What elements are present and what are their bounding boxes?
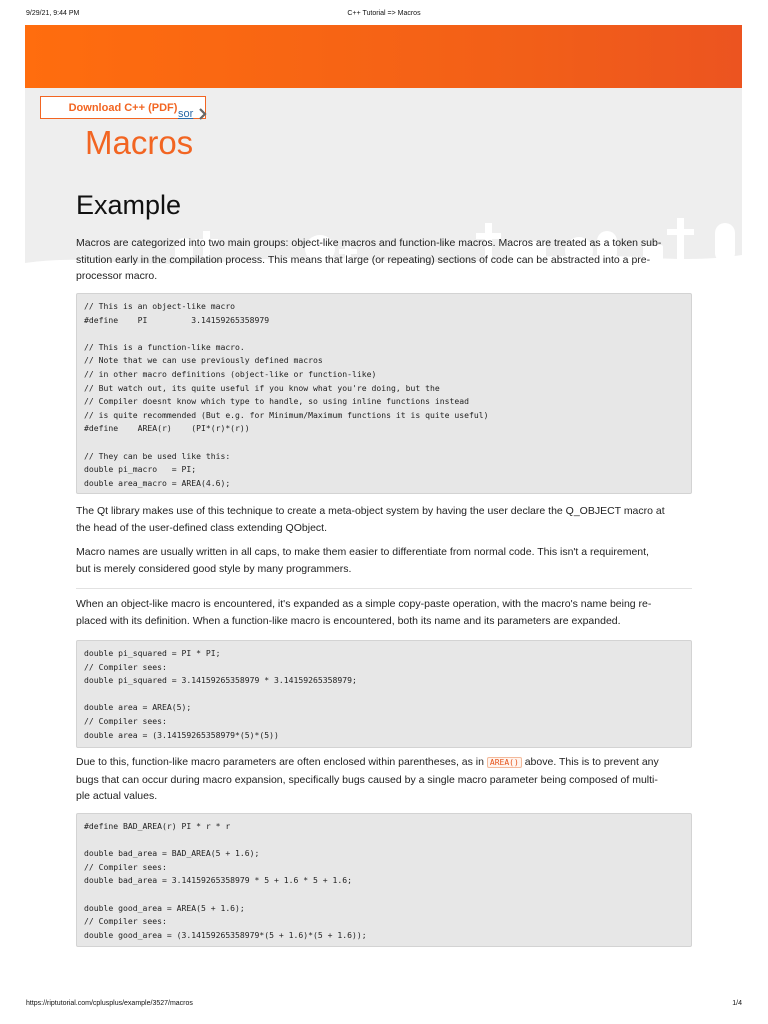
text-line: but is merely considered good style by many programmers. bbox=[76, 562, 352, 575]
text-line: placed with its definition. When a function-like macro is encountered, both its name and its parameters are expanded. bbox=[76, 614, 621, 627]
code-block-bad-area bbox=[76, 813, 692, 947]
code-line: // This is an object-like macro bbox=[84, 301, 236, 311]
code-line: // Compiler doesnt know which type to handle, so using inline functions instead bbox=[84, 396, 469, 407]
code-line: // But watch out, its quite useful if you know what you're doing, but the bbox=[84, 382, 440, 393]
text-line: When an object-like macro is encountered, it's expanded as a simple copy-paste operation, with the macro's name being re- bbox=[76, 598, 652, 610]
qt-paragraph bbox=[76, 503, 692, 536]
text-line: Macro names are usually written in all caps, to make them easier to differentiate from normal code. This isn't a requirement, bbox=[76, 546, 649, 558]
code-line bbox=[84, 834, 684, 848]
code-line: // Note that we can use previously defined macros bbox=[84, 355, 323, 366]
divider bbox=[76, 588, 692, 589]
code-line: // They can be used like this: bbox=[84, 450, 231, 461]
code-line: // Compiler sees: bbox=[84, 661, 167, 672]
code-line bbox=[84, 688, 684, 702]
text-line: processor macro. bbox=[76, 270, 158, 282]
expansion-paragraph bbox=[76, 596, 692, 629]
print-footer bbox=[0, 1000, 768, 1012]
code-line: double good_area = AREA(5 + 1.6); bbox=[84, 902, 245, 913]
code-line: // Compiler sees: bbox=[84, 715, 167, 726]
text-line: The Qt library makes use of this technique to create a meta-object system by having the user declare the Q_OBJECT macro at bbox=[76, 505, 665, 517]
code-line: double good_area = (3.14159265358979*(5 + 1.6)*(5 + 1.6)); bbox=[84, 929, 367, 940]
code-line: double area = (3.14159265358979*(5)*(5)) bbox=[84, 729, 279, 740]
chevron-right-icon bbox=[198, 108, 208, 120]
text-line: Due to this, function-like macro parameters are often enclosed within parentheses, as in bbox=[76, 756, 484, 768]
intro-paragraph bbox=[76, 235, 692, 285]
text-line: stitution early in the compilation process. This means that large (or repeating) sections of code can be abstracted into a pre- bbox=[76, 253, 651, 266]
text-line: above. This is to prevent any bbox=[524, 756, 659, 768]
download-pdf-button[interactable]: Download C++ (PDF) bbox=[40, 96, 206, 119]
code-block-expansion bbox=[76, 640, 692, 748]
page-title: Macros bbox=[85, 124, 194, 161]
breadcrumb-link[interactable]: sor bbox=[178, 108, 194, 120]
code-line: double bad_area = BAD_AREA(5 + 1.6); bbox=[84, 848, 260, 859]
naming-paragraph bbox=[76, 544, 692, 577]
code-line: double area = AREA(5); bbox=[84, 702, 192, 713]
code-block-definitions bbox=[76, 293, 692, 494]
code-line bbox=[84, 436, 684, 450]
code-line: #define AREA(r) (PI*(r)*(r)) bbox=[84, 423, 250, 434]
code-line: #define BAD_AREA(r) PI * r * r bbox=[84, 821, 231, 831]
print-title: C++ Tutorial => Macros bbox=[347, 10, 421, 17]
code-line: double area_macro = AREA(4.6); bbox=[84, 477, 231, 488]
code-line: // is quite recommended (But e.g. for Minimum/Maximum functions it is quite useful) bbox=[84, 409, 489, 420]
code-line: double pi_squared = 3.14159265358979 * 3.14159265358979; bbox=[84, 675, 357, 686]
text-line: bugs that can occur during macro expansion, specifically bugs caused by a single macro parameter being composed of multi- bbox=[76, 773, 658, 786]
page-number: 1/4 bbox=[732, 1000, 742, 1007]
code-line: // in other macro definitions (object-like or function-like) bbox=[84, 368, 377, 379]
text-line: ple actual values. bbox=[76, 790, 158, 802]
parentheses-paragraph bbox=[76, 754, 692, 805]
code-line bbox=[84, 327, 684, 341]
print-url: https://riptutorial.com/cplusplus/example/3527/macros bbox=[26, 1000, 193, 1007]
code-line: double pi_squared = PI * PI; bbox=[84, 648, 221, 658]
code-line bbox=[84, 888, 684, 902]
code-line: // Compiler sees: bbox=[84, 916, 167, 927]
hero-banner bbox=[25, 25, 742, 88]
code-line: double pi_macro = PI; bbox=[84, 464, 197, 475]
text-line: the head of the user-defined class extending QObject. bbox=[76, 521, 327, 534]
section-heading: Example bbox=[76, 190, 182, 220]
code-line: // This is a function-like macro. bbox=[84, 341, 245, 352]
code-line: double bad_area = 3.14159265358979 * 5 + 1.6 * 5 + 1.6; bbox=[84, 875, 353, 886]
inline-code-area: AREA() bbox=[487, 757, 522, 768]
code-line: // Compiler sees: bbox=[84, 861, 167, 872]
print-date: 9/29/21, 9:44 PM bbox=[26, 10, 80, 17]
text-line: Macros are categorized into two main groups: object-like macros and function-like macros. Macros are treated as a token sub- bbox=[76, 237, 662, 249]
code-line: #define PI 3.14159265358979 bbox=[84, 314, 270, 325]
print-header bbox=[0, 10, 768, 22]
